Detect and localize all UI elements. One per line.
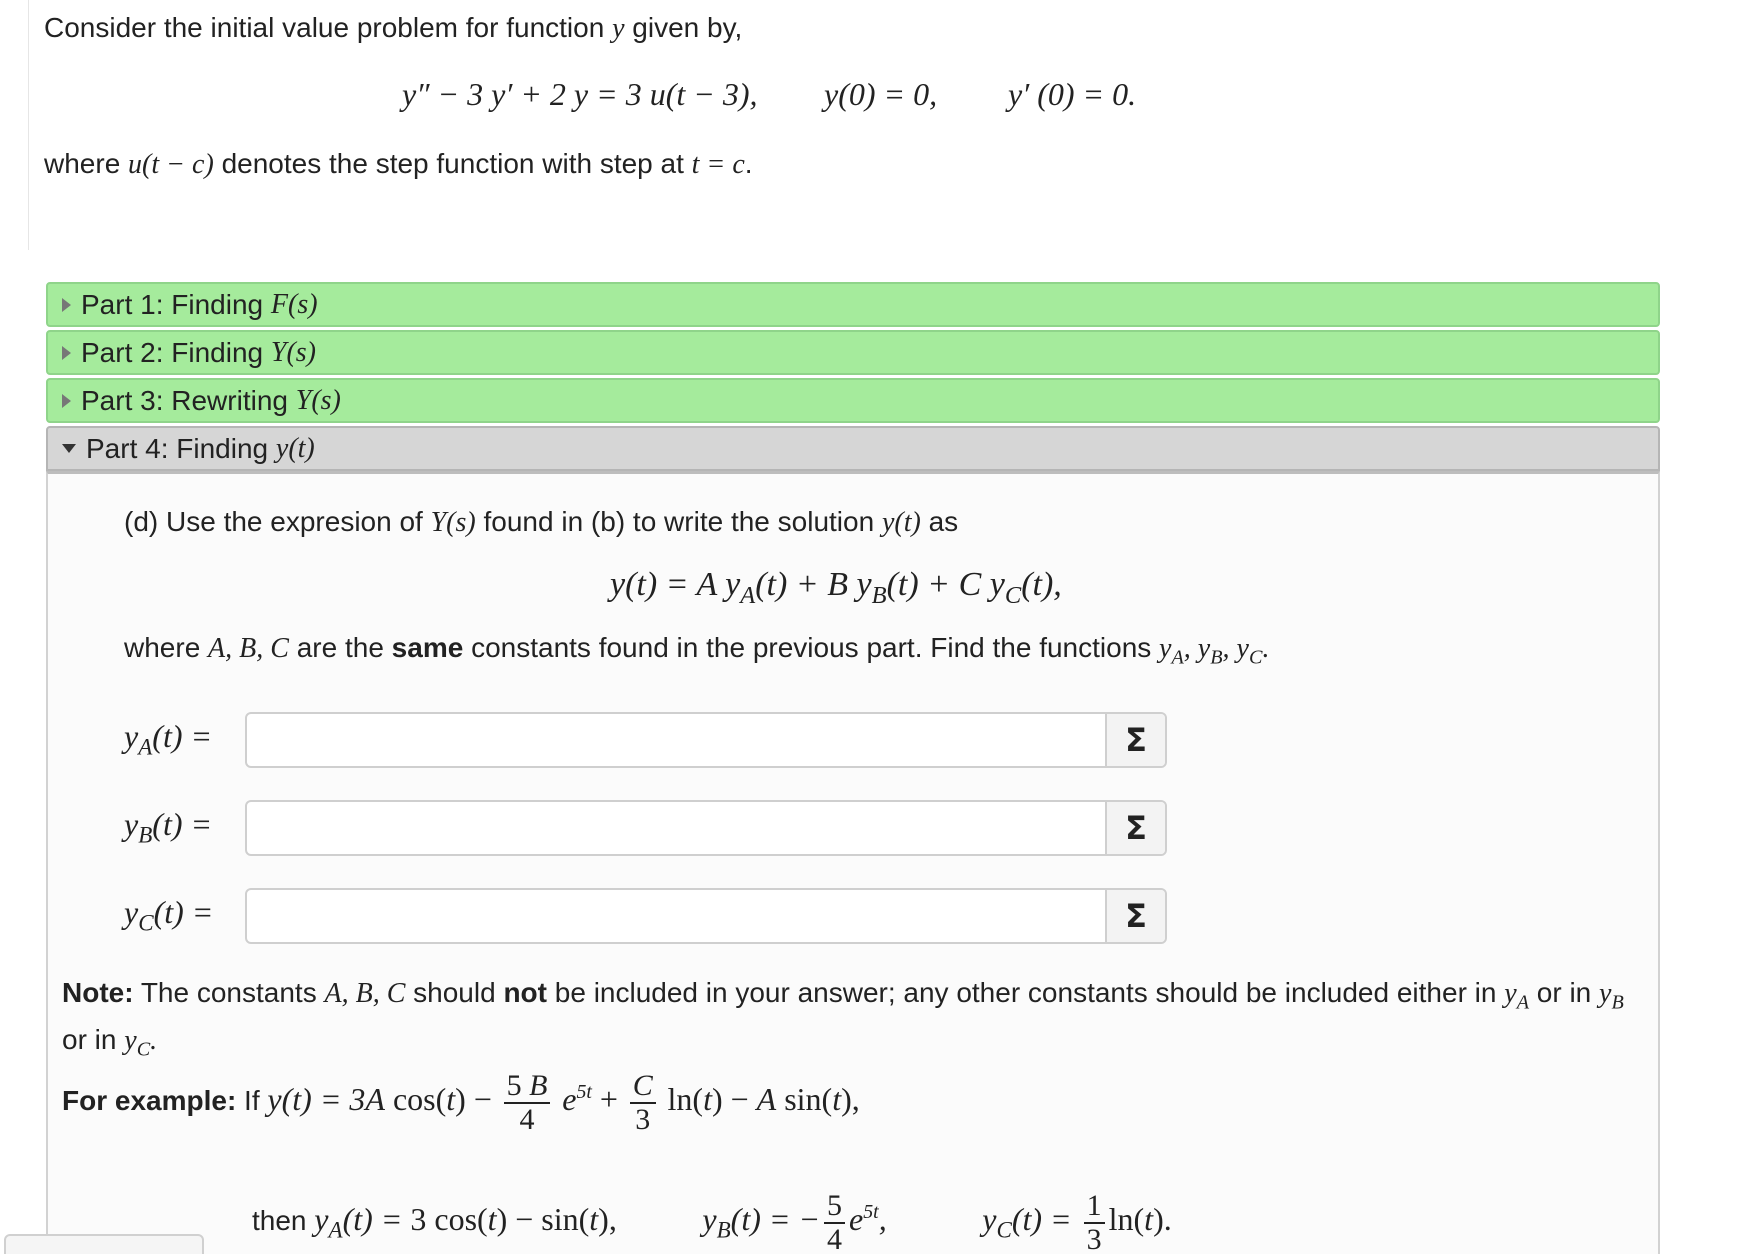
answer-field-ya xyxy=(245,712,1167,768)
collapsed-triangle-icon xyxy=(62,346,71,360)
part-2-header[interactable]: Part 2: Finding Y(s) xyxy=(46,330,1660,375)
solution-form-equation: y(t) = A $y_A(t) + B$ $y_B(t) + C$ $y_C(t)$, xyxy=(610,566,1062,609)
note-text: Note: The constants A, B, C should not be included in your answer; any other constants should be included either in $y_A$ or in $y_B$ or in $y_C$. xyxy=(62,977,1624,1061)
answer-label-ya: $y_A(t)$ = xyxy=(124,718,213,760)
part-1-header[interactable]: Part 1: Finding F(s) xyxy=(46,282,1660,327)
left-divider xyxy=(28,0,29,250)
bottom-panel-tab[interactable] xyxy=(4,1234,204,1254)
sigma-icon: Σ xyxy=(1125,721,1147,759)
answer-label-yb: $y_B(t)$ = xyxy=(124,806,213,848)
answer-field-yb xyxy=(245,800,1167,856)
sigma-button[interactable] xyxy=(1105,802,1165,854)
step-function-note: where u(t − c) denotes the step function with step at t = c. xyxy=(44,148,753,180)
sigma-icon: Σ xyxy=(1125,809,1147,847)
example-text: For example: If y(t) = 3A cos(t) − $\frac{5 B}{4}$ $e^{5t}$ + $\frac{C}{3}$ ln(t) − A sin(t), xyxy=(62,1069,860,1136)
part-4-header[interactable]: Part 4: Finding y(t) xyxy=(46,426,1660,471)
yc-input[interactable] xyxy=(247,890,1107,942)
parts-accordion xyxy=(46,282,1660,1254)
ode-equation: y″ − 3 y′ + 2 y = 3 u(t − 3), xyxy=(402,76,758,112)
ya-input[interactable] xyxy=(247,714,1107,766)
expanded-triangle-icon xyxy=(62,444,76,453)
sigma-icon: Σ xyxy=(1125,897,1147,935)
yb-input[interactable] xyxy=(247,802,1107,854)
sigma-button[interactable] xyxy=(1105,890,1165,942)
sigma-button[interactable] xyxy=(1105,714,1165,766)
collapsed-triangle-icon xyxy=(62,298,71,312)
answer-field-yc xyxy=(245,888,1167,944)
example-result: then $y_A(t) = 3$ cos(t) − sin(t), $y_B(t)$ = − $\frac{5}{4}$ $e^{5t}$, $y_C(t)$ = $\frac{1}{3}$ ln(t). xyxy=(252,1189,1172,1254)
constants-instruction: where A, B, C are the same constants found in the previous part. Find the functions $y_A$, $y_B$, $y_C$. xyxy=(124,632,1270,669)
answer-label-yc: $y_C(t)$ = xyxy=(124,894,214,936)
part-4-body xyxy=(46,471,1660,1254)
problem-intro: Consider the initial value problem for function y given by, xyxy=(44,12,743,44)
part-3-header[interactable]: Part 3: Rewriting Y(s) xyxy=(46,378,1660,423)
collapsed-triangle-icon xyxy=(62,394,71,408)
part-4-question: (d) Use the expresion of Y(s) found in (b) to write the solution y(t) as xyxy=(124,506,959,538)
initial-condition-1: y(0) = 0, xyxy=(824,76,938,112)
initial-condition-2: y′ (0) = 0. xyxy=(1008,76,1137,112)
